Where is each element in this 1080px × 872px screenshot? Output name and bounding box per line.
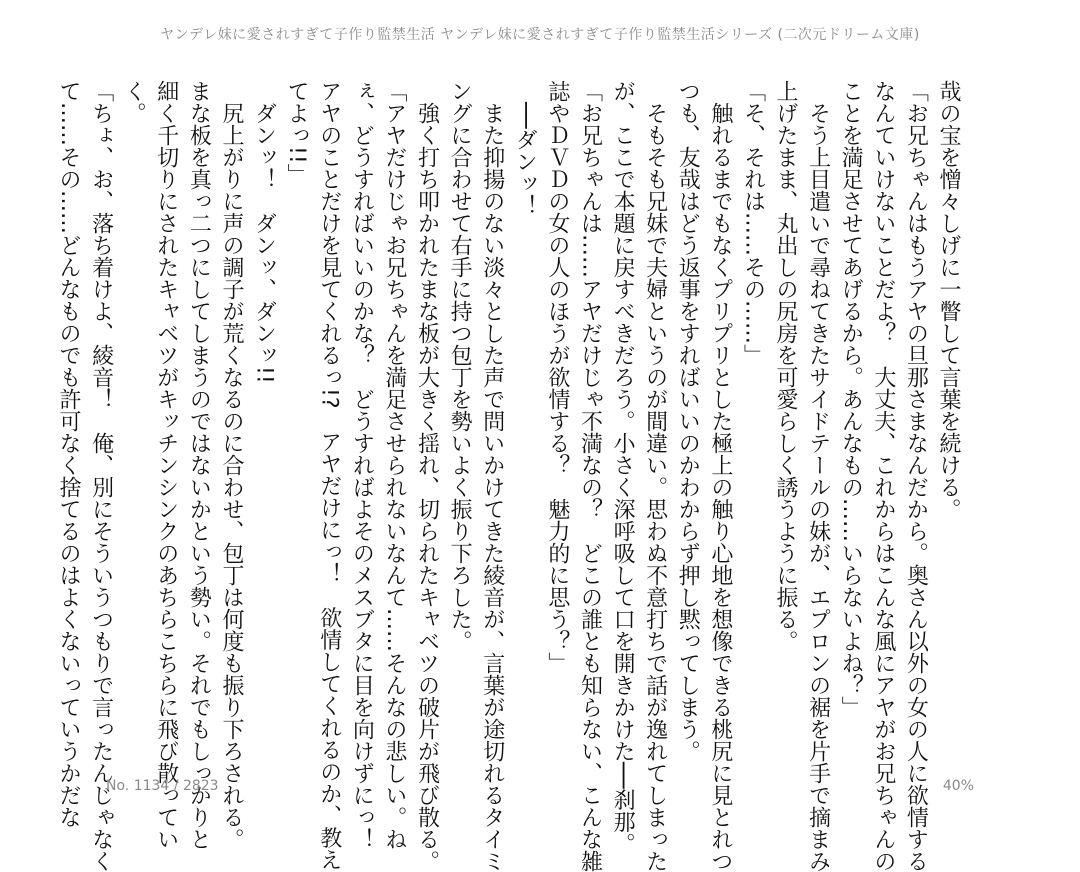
text-line: 上げたまま、丸出しの尻房を可愛らしく誘うように振る。 (773, 80, 799, 652)
text-line: つも、友哉はどう返事をすればいいのかわからず押し黙ってしまう。 (675, 80, 701, 762)
text-line: 「アヤだけじゃお兄ちゃんを満足させられないなんて……そんなの悲しい。ね (381, 80, 407, 850)
text-line: ことを満足させてあげるから。あんなもの……いらないよね？」 (838, 80, 864, 718)
text-line: 「お兄ちゃんはもうアヤの旦那さまなんだから。奥さん以外の女の人に欲情する (903, 80, 929, 872)
location-indicator[interactable]: No. 1134 / 2823 (106, 778, 219, 794)
text-line: なんていけないことだよ？ 大丈夫、これからはこんな風にアヤがお兄ちゃんの (870, 80, 896, 872)
text-line: ングに合わせて右手に持つ包丁を勢いよく振り下ろした。 (447, 80, 473, 652)
text-line: そもそも兄妹で夫婦というのが間違い。思わぬ不意打ちで話が逸れてしまった (642, 80, 668, 872)
text-line: ダンッ！ ダンッ、ダンッ!! (251, 80, 277, 384)
text-line: 誌やＤＶＤの女の人のほうが欲情する？ 魅力的に思う？」 (544, 80, 570, 674)
text-line: 尻上がりに声の調子が荒くなるのに合わせ、包丁は何度も振り下ろされる。 (218, 80, 244, 850)
book-title: ヤンデレ妹に愛されすぎて子作り監禁生活 ヤンデレ妹に愛されすぎて子作り監禁生活シリーズ (二次元ドリーム文庫) (160, 27, 920, 43)
text-line: 哉の宝を憎々しげに一瞥して言葉を続ける。 (936, 80, 961, 520)
text-line: そう上目遣いで尋ねてきたサイドテールの妹が、エプロンの裾を片手で摘まみ (805, 80, 831, 872)
text-line: 細く千切りにされたキャベツがキッチンシンクのあちらこちらに飛び散ってい (153, 80, 179, 850)
text-line: てよっ!!」 (284, 80, 310, 186)
text-line: 強く打ち叩かれたまな板が大きく揺れ、切られたキャベツの破片が飛び散る。 (414, 80, 440, 872)
text-line: まな板を真っ二つにしてしまうのではないかという勢い。それでもしっかりと (186, 80, 212, 850)
text-line: が、ここで本題に戻すべきだろう。小さく深呼吸して口を開きかけた──刹那。 (610, 80, 636, 855)
text-line: 触れるまでもなくプリプリとした極上の触り心地を想像できる桃尻に見とれつ (707, 80, 733, 872)
text-line: 「お兄ちゃんは……アヤだけじゃ不満なの？ どこの誰とも知らない、こんな雑 (577, 80, 603, 872)
text-line: ぇ、どうすればいいのかな？ どうすればよそのメスブタに目を向けずにっ！ (349, 80, 375, 850)
text-line: また抑揚のない淡々とした声で問いかけてきた綾音が、言葉が途切れるタイミ (479, 80, 505, 872)
text-line: 「そ、それは……その……」 (740, 80, 766, 366)
text-line: ──ダンッ！ (512, 80, 538, 217)
text-line: 「ちょ、お、落ち着けよ、綾音！ 俺、別にそういうつもりで言ったんじゃなく (88, 80, 114, 872)
text-line: アヤのことだけを見てくれるっ!? アヤだけにっ！ 欲情してくれるのか、教え (316, 80, 342, 871)
reading-progress-percent[interactable]: 40% (942, 778, 974, 794)
text-line: て……その……どんなものでも許可なく捨てるのはよくないっていうかだな (55, 80, 81, 828)
text-line: く。 (121, 80, 147, 124)
